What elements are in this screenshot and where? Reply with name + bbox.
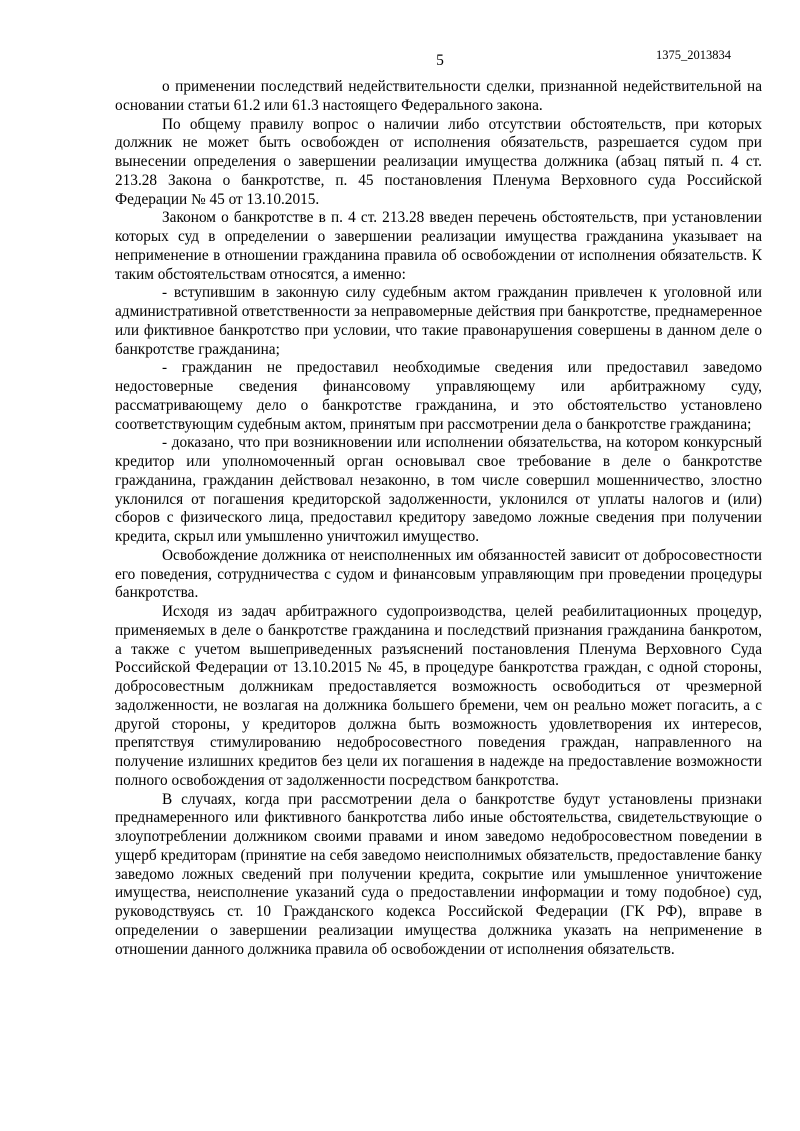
paragraph-4: - вступившим в законную силу судебным актом гражданин привлечен к уголовной или административной ответственности за неправомерные действия при банкротстве, преднамеренное или фиктивное банкротство при условии, что такие правонарушения совершены в данном деле о банкротстве гражданина; xyxy=(115,284,762,358)
case-number: 1375_2013834 xyxy=(656,48,731,62)
paragraph-7: Освобождение должника от неисполненных им обязанностей зависит от добросовестности его поведения, сотрудничества с судом и финансовым управляющим при проведении процедуры банкротства. xyxy=(115,546,762,602)
page-number: 5 xyxy=(436,52,444,69)
paragraph-1: о применении последствий недействительности сделки, признанной недействительной на основании статьи 61.2 или 61.3 настоящего Федерального закона. xyxy=(115,78,762,114)
document-body xyxy=(115,78,762,959)
paragraph-2: По общему правилу вопрос о наличии либо отсутствии обстоятельств, при которых должник не может быть освобожден от исполнения обязательств, разрешается судом при вынесении определения о завершении реализации имущества должника (абзац пятый п. 4 ст. 213.28 Закона о банкротстве, п. 45 постановления Пленума Верховного суда Российской Федерации № 45 от 13.10.2015. xyxy=(115,115,762,208)
paragraph-3: Законом о банкротстве в п. 4 ст. 213.28 введен перечень обстоятельств, при установлении которых суд в определении о завершении реализации имущества гражданина указывает на неприменение в отношении гражданина правила об освобождении от исполнения обязательств. К таким обстоятельствам относятся, а именно: xyxy=(115,209,762,283)
paragraph-8: Исходя из задач арбитражного судопроизводства, целей реабилитационных процедур, применяемых в деле о банкротстве гражданина и последствий признания гражданина банкротом, а также с учетом вышеприведенных разъяснений постановления Пленума Верховного Суда Российской Федерации от 13.10.2015 № 45, в процедуре банкротства граждан, с одной стороны, добросовестным должникам предоставляется возможность освободиться от чрезмерной задолженности, не возлагая на должника большего бремени, чем он реально может погасить, а с другой стороны, у кредиторов должна быть возможность удовлетворения их интересов, препятствуя стимулированию недобросовестного поведения граждан, направленного на получение излишних кредитов без цели их погашения в надежде на предоставление возможности полного освобождения от задолженности посредством банкротства. xyxy=(115,603,762,789)
paragraph-9: В случаях, когда при рассмотрении дела о банкротстве будут установлены признаки преднамеренного или фиктивного банкротства либо иные обстоятельства, свидетельствующие о злоупотреблении должником своими правами и ином заведомо недобросовестном поведении в ущерб кредиторам (принятие на себя заведомо неисполнимых обязательств, предоставление банку заведомо ложных сведений при получении кредита, сокрытие или умышленное уничтожение имущества, неисполнение указаний суда о предоставлении информации и тому подобное) суд, руководствуясь ст. 10 Гражданского кодекса Российской Федерации (ГК РФ), вправе в определении о завершении реализации имущества должника указать на неприменение в отношении данного должника правила об освобождении от исполнения обязательств. xyxy=(115,790,762,958)
paragraph-6: - доказано, что при возникновении или исполнении обязательства, на котором конкурсный кредитор или уполномоченный орган основывал свое требование в деле о банкротстве гражданина, гражданин действовал незаконно, в том числе совершил мошенничество, злостно уклонился от погашения кредиторской задолженности, уклонился от уплаты налогов и (или) сборов с физического лица, предоставил кредитору заведомо ложные сведения при получении кредита, скрыл или умышленно уничтожил имущество. xyxy=(115,434,762,545)
paragraph-5: - гражданин не предоставил необходимые сведения или предоставил заведомо недостоверные сведения финансовому управляющему или арбитражному суду, рассматривающему дело о банкротстве гражданина, и это обстоятельство установлено соответствующим судебным актом, принятым при рассмотрении дела о банкротстве гражданина; xyxy=(115,359,762,433)
